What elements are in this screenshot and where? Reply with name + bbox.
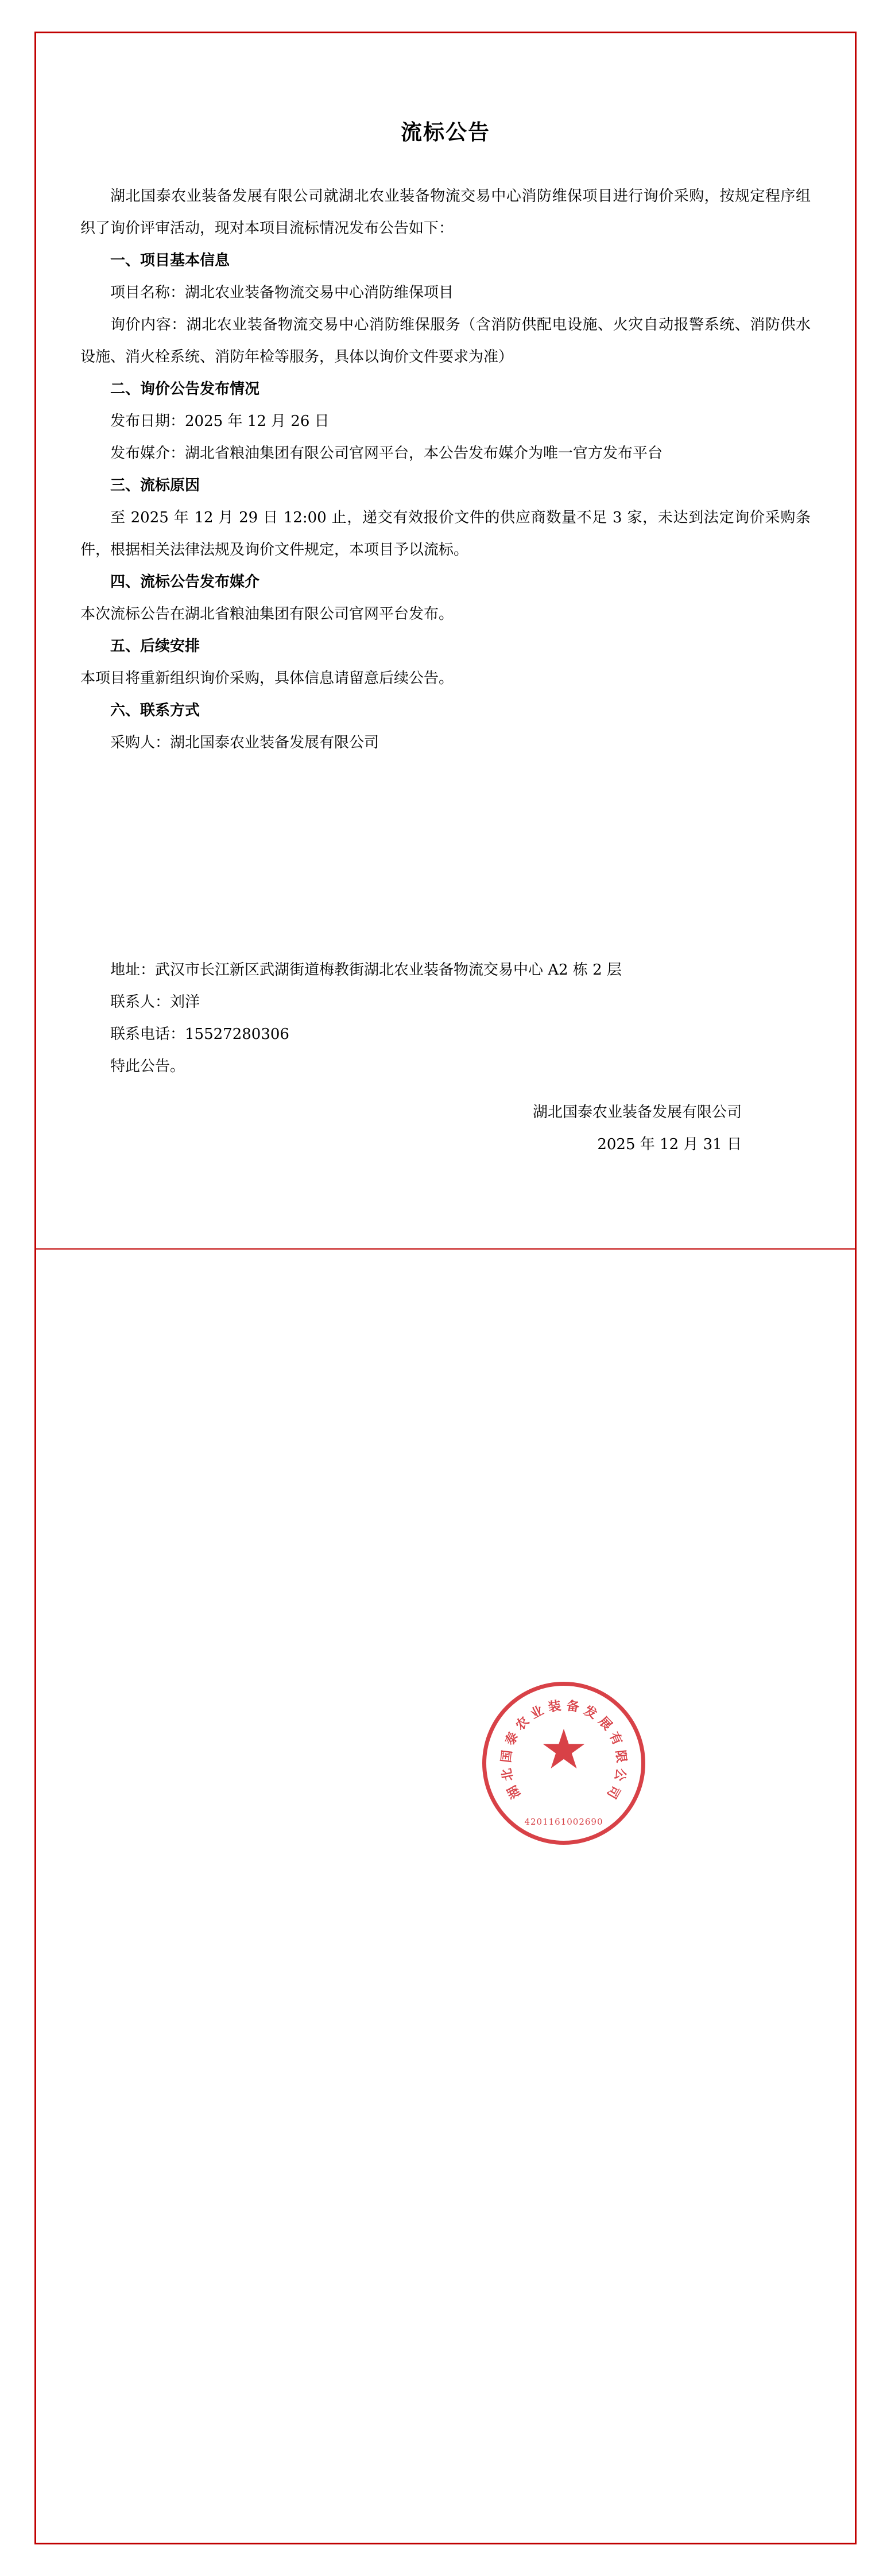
page-border-right xyxy=(855,32,857,2544)
company-seal-stamp: 湖 北 国 泰 农 业 装 备 发 展 有 限 公 司 ★ 4201161002690 xyxy=(482,1682,645,1845)
section-divider xyxy=(34,1248,857,1250)
intro-paragraph: 湖北国泰农业装备发展有限公司就湖北农业装备物流交易中心消防维保项目进行询价采购，按规定程序组织了询价评审活动，现对本项目流标情况发布公告如下： xyxy=(80,188,811,237)
seal-char: 限 xyxy=(613,1749,629,1764)
page-border-top xyxy=(34,32,857,33)
section-heading-1: 一、项目基本信息 xyxy=(110,252,230,269)
seal-char: 发 xyxy=(581,1702,600,1722)
seal-ring-text xyxy=(486,1686,641,1841)
seal-char: 公 xyxy=(611,1767,629,1783)
section-6-line-1: 采购人：湖北国泰农业装备发展有限公司 xyxy=(110,734,379,751)
seal-char: 泰 xyxy=(502,1729,522,1748)
page-border-left xyxy=(34,32,36,2544)
section-4-line-1: 本次流标公告在湖北省粮油集团有限公司官网平台发布。 xyxy=(80,606,454,623)
seal-char: 业 xyxy=(528,1702,547,1722)
contact-person: 联系人：刘洋 xyxy=(110,994,200,1011)
document-body xyxy=(80,75,811,1161)
section-heading-2: 二、询价公告发布情况 xyxy=(110,381,260,398)
seal-char: 湖 xyxy=(504,1782,524,1802)
section-heading-5: 五、后续安排 xyxy=(110,638,200,655)
section-1-line-2: 询价内容：湖北农业装备物流交易中心消防维保服务（含消防供配电设施、火灾自动报警系统、消防供水设施、消火栓系统、消防年检等服务，具体以询价文件要求为准） xyxy=(80,316,811,366)
signature-date: 2025 年 12 月 31 日 xyxy=(597,1136,742,1153)
section-2-line-1: 发布日期：2025 年 12 月 26 日 xyxy=(110,413,330,430)
section-heading-3: 三、流标原因 xyxy=(110,477,200,494)
signature-block xyxy=(80,1096,811,1161)
seal-char: 备 xyxy=(565,1698,580,1715)
section-3-line-1: 至 2025 年 12 月 29 日 12:00 止，递交有效报价文件的供应商数量不足 3 家，未达到法定询价采购条件，根据相关法律法规及询价文件规定，本项目予以流标。 xyxy=(80,509,811,558)
seal-char: 有 xyxy=(606,1729,625,1748)
section-1-line-1: 项目名称：湖北农业装备物流交易中心消防维保项目 xyxy=(110,284,454,301)
page-title: 流标公告 xyxy=(401,119,490,145)
seal-char: 司 xyxy=(603,1782,623,1802)
contact-address: 地址：武汉市长江新区武湖街道梅教街湖北农业装备物流交易中心 A2 栋 2 层 xyxy=(110,961,622,979)
section-heading-6: 六、联系方式 xyxy=(110,702,200,719)
page-break-gap-2 xyxy=(80,856,811,954)
page-break-gap xyxy=(80,759,811,856)
seal-char: 国 xyxy=(498,1749,515,1764)
seal-char: 装 xyxy=(547,1698,562,1715)
seal-bottom-number: 4201161002690 xyxy=(524,1817,603,1827)
seal-char: 农 xyxy=(512,1713,532,1733)
seal-char: 北 xyxy=(499,1767,516,1783)
page-border-bottom xyxy=(34,2543,857,2544)
seal-char: 展 xyxy=(595,1713,615,1733)
section-2-line-2: 发布媒介：湖北省粮油集团有限公司官网平台，本公告发布媒介为唯一官方发布平台 xyxy=(110,445,663,462)
contact-phone: 联系电话：15527280306 xyxy=(110,1026,289,1043)
section-5-line-1: 本项目将重新组织询价采购，具体信息请留意后续公告。 xyxy=(80,670,454,687)
signature-company: 湖北国泰农业装备发展有限公司 xyxy=(532,1104,742,1121)
section-heading-4: 四、流标公告发布媒介 xyxy=(110,573,260,591)
closing-statement: 特此公告。 xyxy=(110,1058,185,1075)
